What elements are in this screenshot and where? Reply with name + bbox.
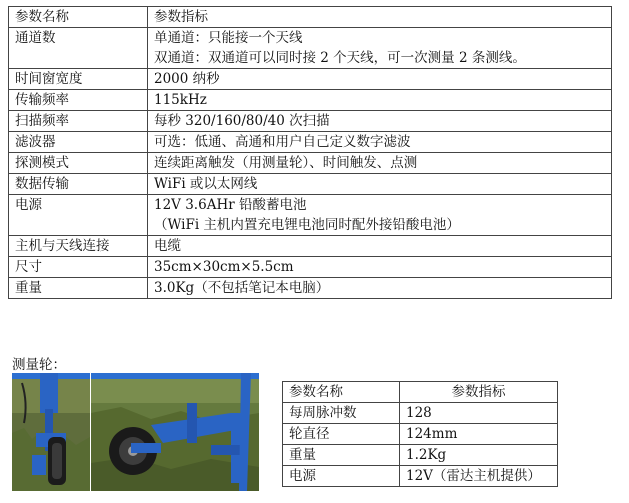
spec-row-value <box>148 236 612 257</box>
spec-header-key: 参数名称 <box>9 7 148 28</box>
wheel-photos <box>12 373 259 491</box>
spec-row-key: 扫描频率 <box>9 111 148 132</box>
wheel-table <box>282 381 558 487</box>
spec-row-key: 重量 <box>9 278 148 299</box>
spec-row-value <box>148 278 612 299</box>
spec-row-line: 115kHz <box>154 92 207 108</box>
spec-row-line: 12V 3.6AHr 铅酸蓄电池 <box>154 197 307 213</box>
spec-header-value: 参数指标 <box>148 7 612 28</box>
spec-row-line: 3.0Kg（不包括笔记本电脑） <box>154 280 330 296</box>
spec-row <box>9 153 612 174</box>
spec-row-line: （WiFi 主机内置充电锂电池同时配外接铅酸电池） <box>154 217 460 233</box>
wheel-row-value: 12V（雷达主机提供） <box>400 466 558 487</box>
wheel-photo-front <box>12 373 90 491</box>
spec-row-value <box>148 195 612 236</box>
spec-row-key: 探测模式 <box>9 153 148 174</box>
spec-row-key: 电源 <box>9 195 148 236</box>
spec-row <box>9 174 612 195</box>
wheel-row-value: 128 <box>400 403 558 424</box>
spec-row <box>9 111 612 132</box>
spec-row <box>9 28 612 69</box>
wheel-row-value: 1.2Kg <box>400 445 558 466</box>
spec-row-value <box>148 257 612 278</box>
wheel-photo-side <box>91 373 259 491</box>
spec-table <box>8 6 612 299</box>
spec-row-value <box>148 174 612 195</box>
spec-row-line: WiFi 或以太网线 <box>154 176 258 192</box>
wheel-section-title: 测量轮： <box>12 357 66 373</box>
spec-row <box>9 69 612 90</box>
spec-row-key: 通道数 <box>9 28 148 69</box>
spec-row <box>9 236 612 257</box>
wheel-row-value: 124mm <box>400 424 558 445</box>
spec-row-line: 连续距离触发（用测量轮）、时间触发、点测 <box>154 155 418 171</box>
spec-row-line: 电缆 <box>154 238 181 254</box>
spec-row <box>9 132 612 153</box>
spec-row-line: 35cm×30cm×5.5cm <box>154 259 294 275</box>
spec-row-value <box>148 90 612 111</box>
wheel-row <box>283 403 558 424</box>
spec-row-line: 2000 纳秒 <box>154 71 220 87</box>
wheel-row <box>283 445 558 466</box>
spec-row-line: 每秒 320/160/80/40 次扫描 <box>154 113 330 129</box>
wheel-row <box>283 466 558 487</box>
spec-row-line: 双通道：双通道可以同时接 2 个天线，可一次测量 2 条测线。 <box>154 50 526 66</box>
wheel-row <box>283 424 558 445</box>
spec-row-value <box>148 132 612 153</box>
wheel-row-key: 电源 <box>283 466 400 487</box>
spec-row <box>9 278 612 299</box>
spec-row-key: 数据传输 <box>9 174 148 195</box>
spec-row-value <box>148 69 612 90</box>
wheel-row-key: 重量 <box>283 445 400 466</box>
spec-row-key: 主机与天线连接 <box>9 236 148 257</box>
spec-header-row <box>9 7 612 28</box>
spec-row-value <box>148 153 612 174</box>
spec-row <box>9 257 612 278</box>
spec-row-key: 时间窗宽度 <box>9 69 148 90</box>
spec-row-line: 单通道：只能接一个天线 <box>154 30 303 46</box>
spec-row-key: 滤波器 <box>9 132 148 153</box>
spec-row-value <box>148 28 612 69</box>
spec-row-key: 尺寸 <box>9 257 148 278</box>
wheel-header-value: 参数指标 <box>400 382 558 403</box>
spec-row-value <box>148 111 612 132</box>
wheel-header-row <box>283 382 558 403</box>
wheel-row-key: 每周脉冲数 <box>283 403 400 424</box>
spec-row <box>9 195 612 236</box>
wheel-row-key: 轮直径 <box>283 424 400 445</box>
wheel-header-key: 参数名称 <box>283 382 400 403</box>
spec-row-key: 传输频率 <box>9 90 148 111</box>
spec-row-line: 可选：低通、高通和用户自己定义数字滤波 <box>154 134 411 150</box>
spec-row <box>9 90 612 111</box>
